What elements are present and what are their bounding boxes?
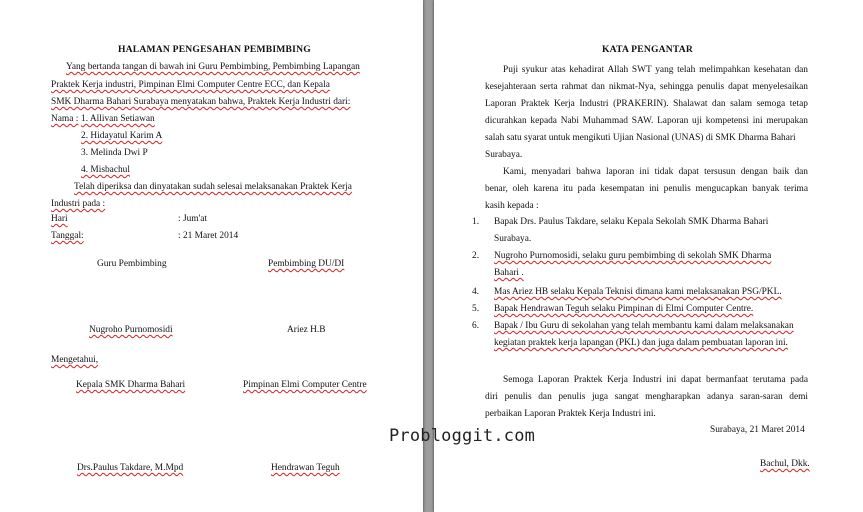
foreword-para-line: diri penulis dan penulis juga sangat mengharapkan adanya saran-saran demi <box>485 392 808 402</box>
signoff-name: Bachul, Dkk. <box>760 459 810 469</box>
signature-name: Nugroho Purnomosidi <box>89 325 173 335</box>
list-item: Mas Ariez HB selaku Kepala Teknisi dimana kami melaksanakan PSG/PKL. <box>494 287 782 297</box>
foreword-para-line: Laporan Praktek Kerja Industri (PRAKERIN). Shalawat dan salam semoga tetap <box>485 99 808 109</box>
nama-label: Nama : <box>51 114 79 124</box>
foreword-para-line: benar, oleh karena itu pada kesempatan ini penulis mengucapkan banyak terima <box>485 184 808 194</box>
foreword-para-line: Puji syukur atas kehadirat Allah SWT yang telah melimpahkan kesehatan dan <box>503 65 808 75</box>
list-item: Bahari . <box>494 268 524 278</box>
place-date: Surabaya, 21 Maret 2014 <box>710 425 805 435</box>
student-name: 3. Melinda Dwi P <box>81 148 148 158</box>
approval-page <box>0 0 423 512</box>
list-number: 4. <box>472 287 480 297</box>
list-number: 6. <box>472 321 480 331</box>
list-item: Surabaya. <box>494 234 532 244</box>
foreword-para-line: kasih kepada : <box>485 201 539 211</box>
foreword-para-line: perbaikan Laporan Praktek Kerja Industri ini. <box>485 409 656 419</box>
tanggal-label: Tanggal: <box>51 231 84 241</box>
foreword-para-line: Kami, menyadari bahwa laporan ini tidak dapat tersusun dengan baik dan <box>503 167 808 177</box>
list-number: 2. <box>472 251 480 261</box>
mengetahui-label: Mengetahui, <box>51 355 99 365</box>
signature-role: Kepala SMK Dharma Bahari <box>76 380 186 390</box>
list-item: Bapak / Ibu Guru di sekolahan yang telah membantu kami dalam melaksanakan <box>494 321 794 331</box>
list-item: Bapak Drs. Paulus Takdare, selaku Kepala Sekolah SMK Dharma Bahari <box>494 217 769 227</box>
list-number: 1. <box>472 217 480 227</box>
foreword-para-line: Semoga Laporan Praktek Kerja Industri ini dapat bermanfaat terutama pada <box>503 375 808 385</box>
list-number: 5. <box>472 304 480 314</box>
student-name: 1. Allivan Setiawan <box>81 114 155 124</box>
approval-para-line: SMK Dharma Bahari Surabaya menyatakan bahwa, Praktek Kerja Industri dari: <box>51 97 351 107</box>
signature-role: Pembimbing DU/DI <box>268 259 345 269</box>
list-item: Nugroho Purnomosidi, selaku guru pembimbing di sekolah SMK Dharma <box>494 251 772 261</box>
foreword-para-line: Surabaya. <box>485 150 523 160</box>
student-name: 4. Misbachul <box>81 165 130 175</box>
approval-title: HALAMAN PENGESAHAN PEMBIMBING <box>118 44 311 55</box>
tanggal-value: : 21 Maret 2014 <box>178 231 239 241</box>
signature-role: Pimpinan Elmi Computer Centre <box>243 380 367 390</box>
checked-text: Industri pada : <box>51 199 106 209</box>
list-item: Bapak Hendrawan Teguh selaku Pimpinan di Elmi Computer Centre. <box>494 304 754 314</box>
watermark-text: Probloggit.com <box>389 426 536 446</box>
list-item: kegiatan praktek kerja lapangan (PKL) dan juga dalam pembuatan laporan ini. <box>494 338 788 348</box>
foreword-para-line: kesejahteraan serta rahmat dan nikmat-Nya, sehingga penulis dapat menyelesaikan <box>485 82 808 92</box>
foreword-title: KATA PENGANTAR <box>602 44 694 55</box>
checked-text: Telah diperiksa dan dinyatakan sudah selesai melaksanakan Praktek Kerja <box>74 182 352 192</box>
approval-para-line: Yang bertanda tangan di bawah ini Guru Pembimbing, Pembimbing Lapangan <box>66 62 360 72</box>
foreword-para-line: salah satu syarat untuk mengikuti Ujian Nasional (UNAS) di SMK Dharma Bahari <box>485 133 796 143</box>
signature-name: Hendrawan Teguh <box>271 463 340 473</box>
signature-name: Drs.Paulus Takdare, M.Mpd <box>77 463 184 473</box>
signature-name: Ariez H.B <box>287 325 326 335</box>
signature-role: Guru Pembimbing <box>97 259 167 269</box>
foreword-para-line: dicurahkan kepada Nabi Muhammad SAW. Laporan uji kompetensi ini merupakan <box>485 116 808 126</box>
approval-para-line: Praktek Kerja industri, Pimpinan Elmi Computer Centre ECC, dan Kepala <box>51 80 330 90</box>
hari-label: Hari <box>51 214 68 224</box>
student-name: 2. Hidayatul Karim A <box>81 131 163 141</box>
hari-value: : Jum'at <box>178 214 208 224</box>
